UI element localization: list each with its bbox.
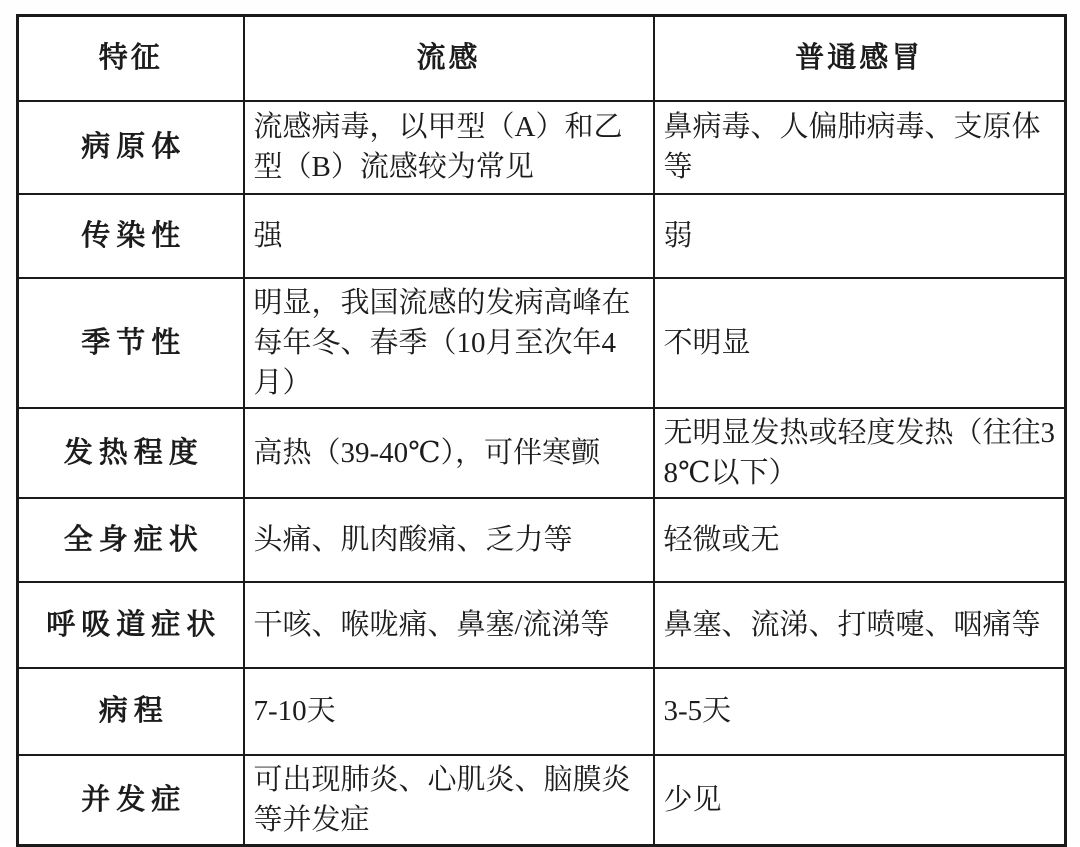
feature-cell: 全身症状 bbox=[18, 498, 244, 582]
feature-cell: 病原体 bbox=[18, 101, 244, 194]
table-row-respiratory-symptoms bbox=[18, 582, 1066, 668]
feature-cell: 并发症 bbox=[18, 755, 244, 846]
column-header-flu: 流感 bbox=[244, 16, 654, 101]
table-row-disease-course bbox=[18, 668, 1066, 755]
cold-value-cell: 轻微或无 bbox=[654, 498, 1066, 582]
cold-value-cell: 无明显发热或轻度发热（往往38℃以下） bbox=[654, 408, 1066, 498]
feature-cell: 病程 bbox=[18, 668, 244, 755]
table-row-seasonality bbox=[18, 278, 1066, 408]
cold-value-cell: 弱 bbox=[654, 194, 1066, 278]
flu-value-cell: 强 bbox=[244, 194, 654, 278]
table-row-complications bbox=[18, 755, 1066, 846]
flu-value-cell: 流感病毒，以甲型（A）和乙型（B）流感较为常见 bbox=[244, 101, 654, 194]
table-row-fever-degree bbox=[18, 408, 1066, 498]
cold-value-cell: 不明显 bbox=[654, 278, 1066, 408]
flu-value-cell: 高热（39-40℃），可伴寒颤 bbox=[244, 408, 654, 498]
column-header-feature: 特征 bbox=[18, 16, 244, 101]
flu-value-cell: 明显，我国流感的发病高峰在每年冬、春季（10月至次年4月） bbox=[244, 278, 654, 408]
cold-value-cell: 鼻病毒、人偏肺病毒、支原体等 bbox=[654, 101, 1066, 194]
cold-value-cell: 3-5天 bbox=[654, 668, 1066, 755]
cold-value-cell: 鼻塞、流涕、打喷嚏、咽痛等 bbox=[654, 582, 1066, 668]
column-header-common-cold: 普通感冒 bbox=[654, 16, 1066, 101]
feature-cell: 季节性 bbox=[18, 278, 244, 408]
feature-cell: 发热程度 bbox=[18, 408, 244, 498]
flu-value-cell: 干咳、喉咙痛、鼻塞/流涕等 bbox=[244, 582, 654, 668]
table-row-contagiousness bbox=[18, 194, 1066, 278]
flu-value-cell: 头痛、肌肉酸痛、乏力等 bbox=[244, 498, 654, 582]
header-row bbox=[18, 16, 1066, 101]
flu-vs-cold-comparison-table bbox=[16, 14, 1067, 847]
table-row-systemic-symptoms bbox=[18, 498, 1066, 582]
feature-cell: 传染性 bbox=[18, 194, 244, 278]
flu-value-cell: 可出现肺炎、心肌炎、脑膜炎等并发症 bbox=[244, 755, 654, 846]
flu-value-cell: 7-10天 bbox=[244, 668, 654, 755]
table-row-pathogen bbox=[18, 101, 1066, 194]
cold-value-cell: 少见 bbox=[654, 755, 1066, 846]
feature-cell: 呼吸道症状 bbox=[18, 582, 244, 668]
